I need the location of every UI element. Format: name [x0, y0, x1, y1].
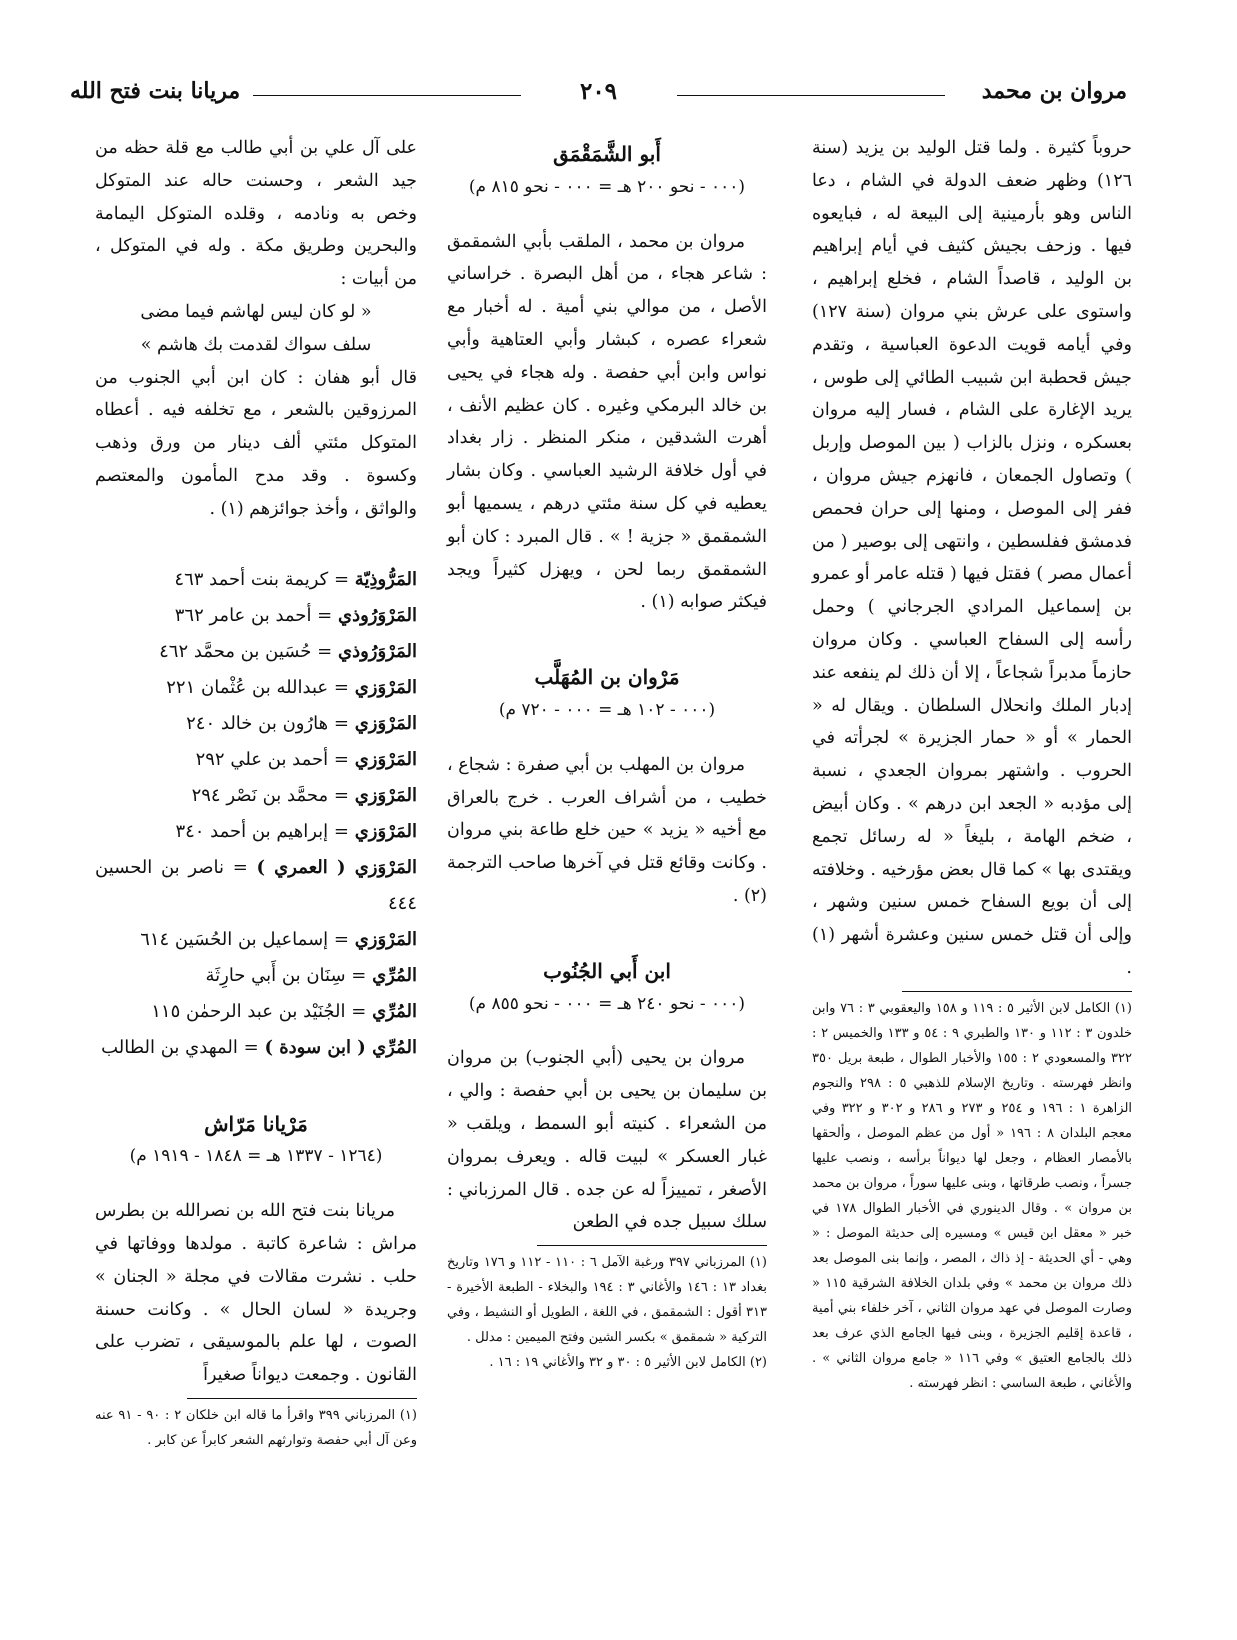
- running-title-right: مروان بن محمد: [981, 78, 1127, 104]
- entry-title: مَرْيانا مَرّاش: [204, 1111, 308, 1136]
- header-rule: [677, 95, 945, 96]
- entry-text: مروان بن محمد ، الملقب بأبي الشمقمق : شاعر هجاء ، من أهل البصرة . خراساني الأصل ، من موالي بني أمية . له أخبار مع شعراء عصره ، كبشار وأبي العتاهية وأبي نواس وابن أبي حفصة . وله هجاء في يحيى بن خالد البرمكي وغيره . كان عظيم الأنف ، أهرت الشدقين ، منكر المنظر . زار بغداد في أول خلافة الرشيد العباسي . وكان بشار يعطيه في كل سنة مئتي درهم ، يسميها أبو الشمقمق « جزية ! » . قال المبرد : كان أبو الشمقمق ربما لحن ، ويهزل كثيراً ويجد فيكثر صوابه (١) .: [447, 231, 767, 613]
- nisba-entry: المَرْوَزي = عبدالله بن عُثْمان ٢٢١: [166, 676, 417, 698]
- nisba-entry: المَرْوَزي = إبراهيم بن أحمد ٣٤٠: [175, 820, 417, 842]
- nisba-entry: المُرِّي ( ابن سودة ) = المهدي بن الطالب: [101, 1036, 417, 1058]
- footnote-rule: [187, 1398, 417, 1399]
- entry-text: مروان بن المهلب بن أبي صفرة : شجاع ، خطيب ، من أشراف العرب . خرج بالعراق مع أخيه « يزيد » حين خلع طاعة بني مروان . وكانت وقائع قتل في آخرها صاحب الترجمة (٢) .: [447, 754, 767, 906]
- verse-line: سلف سواك لقدمت بك هاشم »: [140, 334, 372, 355]
- nisba-entry: المَرْوَزي ( العمري ) = ناصر بن الحسين ٤٤٤: [95, 856, 417, 914]
- footnote: (٢) الكامل لابن الأثير ٥ : ٣٠ و ٣٢ والأغاني ١٩ : ١٦ .: [489, 1355, 767, 1371]
- header-rule: [253, 95, 521, 96]
- entry-dates: (٠٠٠ - ١٠٢ هـ = ٠٠٠ - ٧٢٠ م): [498, 699, 716, 720]
- nisba-entry: المَرْوَرُوذي = أحمد بن عامر ٣٦٢: [174, 604, 417, 626]
- entry-dates: (١٢٦٤ - ١٣٣٧ هـ = ١٨٤٨ - ١٩١٩ م): [129, 1146, 383, 1167]
- nisba-entry: المُرِّي = الجُنَيْد بن عبد الرحمٰن ١١٥: [151, 1000, 417, 1022]
- entry-text: مروان بن يحيى (أبي الجنوب) بن مروان بن سليمان بن يحيى بن أبي حفصة : والي ، من الشعراء . كنيته أبو السمط ، ويلقب « غبار العسكر » لبيت قاله . ويعرف بمروان الأصغر ، تمييزاً له عن جده . قال المرزباني : سلك سبيل جده في الطعن: [447, 1048, 767, 1233]
- page-number: ٢٠٩: [579, 78, 618, 105]
- entry-text: حروباً كثيرة . ولما قتل الوليد بن يزيد (سنة ١٢٦) وظهر ضعف الدولة في الشام ، دعا الناس وهو بأرمينية إلى البيعة له ، فبايعوه فيها . وزحف بجيش كثيف في أيام إبراهيم بن الوليد ، قاصداً الشام ، فخلع إبراهيم ، واستوى على عرش بني مروان (سنة ١٢٧) وفي أيامه قويت الدعوة العباسية ، وتقدم جيش قحطبة ابن شبيب الطائي إلى طوس ، يريد الإغارة على الشام ، فسار إليه مروان بعسكره ، ونزل بالزاب ( بين الموصل وإربل ) وتصاول الجمعان ، فانهزم جيش مروان ، ففر إلى الموصل ، ومنها إلى حران فحمص فدمشق ففلسطين ، وانتهى إلى بوصير ( من أعمال مصر ) فقتل فيها ( قتله عامر أو عمرو بن إسماعيل المرادي الجرجاني ) وحمل رأسه إلى السفاح العباسي . وكان مروان حازماً مدبراً شجاعاً ، إلا أن ذلك لم ينفعه عند إدبار الملك وانحلال السلطان . ويقال له « الحمار » أو « حمار الجزيرة » لجرأته في الحروب . واشتهر بمروان الجعدي ، نسبة إلى مؤدبه « الجعد ابن درهم » . وكان أبيض ، ضخم الهامة ، بليغاً « له رسائل تجمع ويقتدى بها » كما قال بعض مؤرخيه . وخلافته إلى أن بويع السفاح خمس سنين وشهر ، وإلى أن قتل خمس سنين وعشرة أشهر (١) .: [812, 138, 1132, 978]
- nisba-entry: المَرْوَزي = إسماعيل بن الحُسَين ٦١٤: [140, 928, 417, 950]
- page-header: [70, 78, 1127, 112]
- nisba-entry: المَرُّوذِيّة = كريمة بنت أحمد ٤٦٣: [174, 568, 417, 590]
- nisba-entry: المَرْوَرُوذي = حُسَين بن محمَّد ٤٦٢: [159, 640, 417, 662]
- nisba-entry: المَرْوَزي = هارُون بن خالد ٢٤٠: [186, 712, 417, 734]
- nisba-entry: المَرْوَزي = أحمد بن علي ٢٩٢: [195, 748, 417, 770]
- footnote-rule: [537, 1245, 767, 1246]
- entry-title: مَرْوان بن المُهَلَّب: [534, 665, 680, 690]
- footnote-rule: [902, 991, 1132, 992]
- column-middle: [447, 132, 767, 1375]
- nisba-entry: المَرْوَزي = محمَّد بن نَصْر ٢٩٤: [191, 784, 417, 806]
- entry-text: مريانا بنت فتح الله بن نصرالله بن بطرس مراش : شاعرة كاتبة . مولدها ووفاتها في حلب . نشرت مقالات في مجلة « الجنان » وجريدة « لسان الحال » . وكانت حسنة الصوت ، لها علم بالموسيقى ، تضرب على القانون . وجمعت ديواناً صغيراً: [95, 1201, 417, 1386]
- entry-dates: (٠٠٠ - نحو ٢٤٠ هـ = ٠٠٠ - نحو ٨٥٥ م): [468, 993, 746, 1014]
- entry-text: قال أبو هفان : كان ابن أبي الجنوب من المرزوقين بالشعر ، مع تخلفه فيه . أعطاه المتوكل مئتي ألف دينار من ورق وذهب وكسوة . وقد مدح المأمون والمعتصم والواثق ، وأخذ جوائزهم (١) .: [95, 367, 417, 519]
- footnote: (١) الكامل لابن الأثير ٥ : ١١٩ و ١٥٨ واليعقوبي ٣ : ٧٦ وابن خلدون ٣ : ١١٢ و ١٣٠ والطبري ٩ : ٥٤ و ١٣٣ والخميس ٢ : ٣٢٢ والمسعودي ٢ : ١٥٥ والأخبار الطوال ، طبعة بريل ٣٥٠ وانظر فهرسته . وتاريخ الإسلام للذهبي ٥ : ٢٩٨ والنجوم الزاهرة ١ : ١٩٦ و ٢٥٤ و ٢٧٣ و ٢٨٦ و ٣٠٢ و ٣٢٢ وفي معجم البلدان ٨ : ١٩٦ « أول من عظم الموصل ، وألحقها بالأمصار العظام ، وجعل لها ديواناً برأسه ، ونصب عليها جسراً ، ونصب طرقاتها ، وبنى عليها سوراً ، مروان بن محمد بن مروان » . وقال الدينوري في الأخبار الطوال ١٧٨ في خبر « معقل ابن قيس » ومسيره إلى حديثة الموصل : « وهي - أي الحديثة - إذ ذاك ، المصر ، وإنما بنى الموصل بعد ذلك مروان بن محمد » وفي بلدان الخلافة الشرقية ١١٥ « وصارت الموصل في عهد مروان الثاني ، آخر خلفاء بني أمية ، قاعدة إقليم الجزيرة ، وبنى فيها الجامع الذي عرف بعد ذلك بالجامع العتيق » وفي ١١٦ « جامع مروان الثاني » . والأغاني ، طبعة الساسي : انظر فهرسته .: [812, 1000, 1133, 1391]
- footnote: (١) المرزباني ٣٩٧ ورغبة الآمل ٦ : ١١٠ - ١١٢ و ١٧٦ وتاريخ بغداد ١٣ : ١٤٦ والأغاني ٣ : ١٩٤ والبخلاء - الطبعة الأخيرة - ٣١٣ أقول : الشمقمق ، في اللغة ، الطويل أو النشيط ، وفي التركية « شمقمق » بكسر الشين وفتح الميمين : مدلل .: [447, 1255, 767, 1346]
- nisba-entry: المُرِّي = سِنَان بن أَبي حارِثَة: [205, 964, 417, 986]
- entry-dates: (٠٠٠ - نحو ٢٠٠ هـ = ٠٠٠ - نحو ٨١٥ م): [468, 176, 746, 197]
- entry-title: أَبو الشَّمَقْمَق: [553, 142, 661, 166]
- footnote: (١) المرزباني ٣٩٩ واقرأ ما قاله ابن خلكان ٢ : ٩٠ - ٩١ عنه وعن آل أبي حفصة وتوارثهم الشعر كابراً عن كابر .: [95, 1407, 417, 1448]
- column-left: [95, 132, 417, 1453]
- nisba-list: [95, 562, 417, 1066]
- verse-line: « لو كان ليس لهاشم فيما مضى: [140, 301, 372, 322]
- column-right: [812, 132, 1132, 1396]
- entry-title: ابن أَبي الجُنُوب: [543, 958, 671, 983]
- entry-text: على آل علي بن أبي طالب مع قلة حظه من جيد الشعر ، وحسنت حاله عند المتوكل وخص به ونادمه ، وقلده المتوكل اليمامة والبحرين وطريق مكة . وله في المتوكل ، من أبيات :: [95, 138, 417, 290]
- running-title-left: مريانا بنت فتح الله: [70, 78, 241, 104]
